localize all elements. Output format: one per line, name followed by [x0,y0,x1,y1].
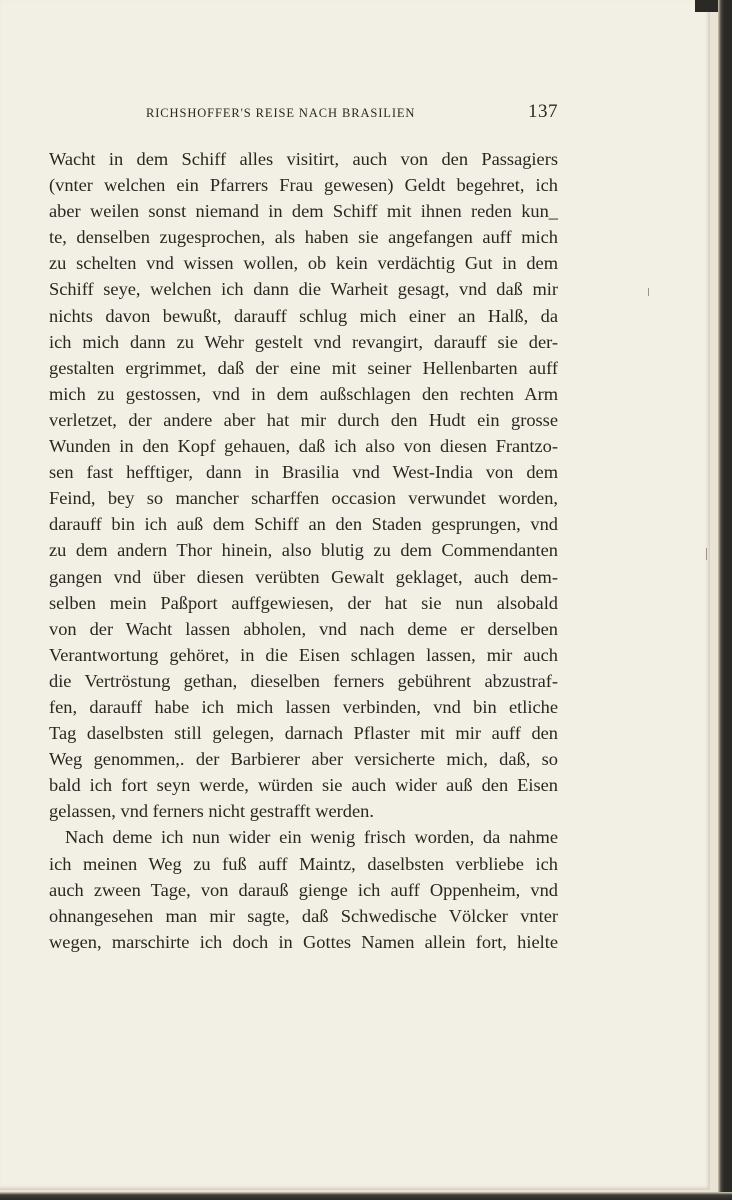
text-line: fen, darauff habe ich mich lassen verbinden, vnd bin etliche [49,696,558,717]
text-line: zu dem andern Thor hinein, also blutig zu dem Commendanten [49,540,558,561]
scan-border-right [718,0,732,1200]
text-line: die Vertröstung gethan, dieselben ferners gebührent abzustraf- [49,670,558,691]
margin-speck [706,548,707,560]
text-line: gestalten ergrimmet, daß der eine mit seiner Hellenbarten auff [49,357,558,378]
scan-border-bottom [0,1192,732,1200]
text-line: ich meinen Weg zu fuß auff Maintz, daselbsten verbliebe ich [49,853,558,874]
text-line: Verantwortung gehöret, in die Eisen schlagen lassen, mir auch [49,644,558,665]
text-line: nichts davon bewußt, darauff schlug mich einer an Halß, da [49,305,558,326]
text-line: te, denselben zugesprochen, als haben sie angefangen auff mich [49,227,558,248]
text-line: Tag daselbsten still gelegen, darnach Pflaster mit mir auff den [49,723,558,744]
text-line: (vnter welchen ein Pfarrers Frau gewesen) Geldt begehret, ich [49,175,558,196]
text-line: mich zu gestossen, vnd in dem außschlagen den rechten Arm [49,383,558,404]
text-line: gangen vnd über diesen verübten Gewalt geklaget, auch dem- [49,566,558,587]
page-number: 137 [528,101,558,122]
margin-speck [648,288,649,296]
text-line: Wunden in den Kopf gehauen, daß ich also von diesen Frantzo- [49,436,558,457]
text-line: Feind, bey so mancher scharffen occasion verwundet worden, [49,488,558,509]
text-line: von der Wacht lassen abholen, vnd nach deme er derselben [49,618,558,639]
text-line: Wacht in dem Schiff alles visitirt, auch von den Passagiers [49,149,558,169]
text-line: selben mein Paßport auffgewiesen, der hat sie nun alsobald [49,592,558,613]
text-line: Weg genommen,. der Barbierer aber versicherte mich, daß, so [49,749,558,770]
text-line: wegen, marschirte ich doch in Gottes Namen allein fort, hielte [49,931,558,952]
text-line: Nach deme ich nun wider ein wenig frisch worden, da nahme [65,827,558,848]
text-line: aber weilen sonst niemand in dem Schiff mit ihnen reden kun_ [49,201,558,222]
text-line: auch zween Tage, von darauß gienge ich auff Oppenheim, vnd [49,879,558,900]
text-line: sen fast hefftiger, dann in Brasilia vnd West-India von dem [49,462,558,483]
text-line: darauff bin ich auß dem Schiff an den Staden gesprungen, vnd [49,514,558,535]
running-head [146,101,558,127]
paragraph-1 [49,146,558,824]
text-line: zu schelten vnd wissen wollen, ob kein verdächtig Gut in dem [49,253,558,274]
text-line: bald ich fort seyn werde, würden sie auch wider auß den Eisen [49,775,558,796]
body-text [49,146,558,955]
text-line: gelassen, vnd ferners nicht gestrafft werden. [49,801,374,822]
text-line: ohnangesehen man mir sagte, daß Schwedische Völcker vnter [49,905,558,926]
text-line: verletzet, der andere aber hat mir durch den Hudt ein grosse [49,409,558,430]
running-head-title: RICHSHOFFER'S REISE NACH BRASILIEN [146,106,416,120]
paragraph-2 [49,824,558,954]
text-line: ich mich dann zu Wehr gestelt vnd revangirt, darauff sie der- [49,331,558,352]
text-line: Schiff seye, welchen ich dann die Warheit gesagt, vnd daß mir [49,279,558,300]
